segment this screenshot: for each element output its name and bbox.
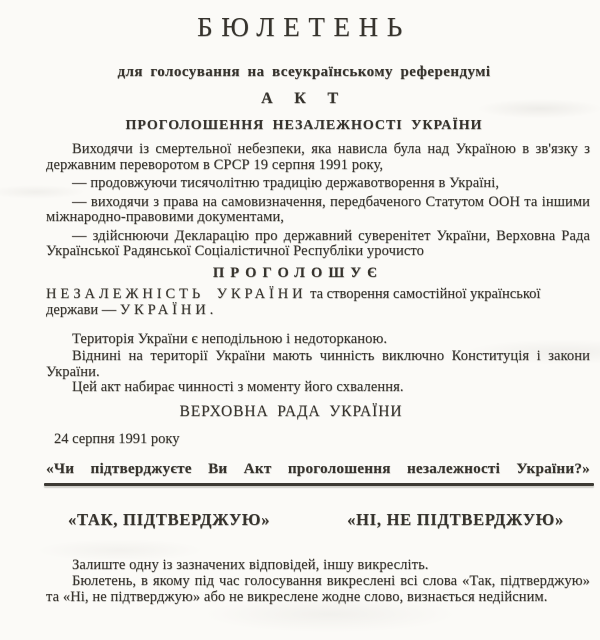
- preamble-intro: Виходячи із смертельної небезпеки, яка нависла була над Україною в зв'язку з державним переворотом в СРСР 19 серпня 1991 року,: [46, 141, 590, 173]
- document-title: БЮЛЕТЕНЬ: [197, 12, 411, 42]
- declaration-emphasis-lead: НЕЗАЛЕЖНІСТЬ УКРАЇНИ: [46, 285, 307, 302]
- declaration-line2-lead: держави —: [46, 302, 117, 319]
- answer-yes: «ТАК, ПІДТВЕРДЖУЮ»: [68, 509, 271, 529]
- provision-territory: Територія України є неподільною і недоторканою.: [72, 330, 388, 347]
- instruction-invalid-ballot: Бюлетень, в якому під час голосування викреслені всі слова «Так, підтверджую» та «Ні, не підтверджую» або не викреслене жодне слово, визнається недійсним.: [46, 573, 590, 605]
- document-subtitle: для голосування на всеукраїнському референдумі: [117, 64, 491, 81]
- act-subheading: ПРОГОЛОШЕННЯ НЕЗАЛЕЖНОСТІ УКРАЇНИ: [125, 118, 483, 134]
- preamble-clause-sovereignty: — здійснюючи Декларацію про державний суверенітет України, Верховна Рада Української Радянської Соціалістичної Республіки урочисто: [46, 227, 590, 260]
- referendum-question: «Чи підтверджуєте Ви Акт проголошення незалежності України?»: [46, 459, 590, 477]
- declaration-paragraph: [46, 286, 590, 319]
- declaration-emphasis-tail: УКРАЇНИ.: [119, 302, 218, 319]
- provision-laws: Віднині на території України мають чинність виключно Конституція і закони України.: [46, 348, 590, 380]
- preamble-clause-self-determination: — виходячи з права на самовизначення, передбаченого Статутом ООН та іншими міжнародно-правовими документами,: [46, 193, 590, 226]
- instruction-keep-one: Залиште одну із зазначених відповідей, іншу викресліть.: [72, 556, 429, 573]
- preamble-clause-tradition: — продовжуючи тисячолітню традицію державотворення в Україні,: [72, 175, 500, 192]
- answer-options: [46, 510, 590, 530]
- separator-rule: [44, 483, 594, 486]
- answer-no: «НІ, НЕ ПІДТВЕРДЖУЮ»: [347, 509, 564, 529]
- document-date: 24 серпня 1991 року: [54, 430, 180, 447]
- provision-effective: Цей акт набирає чинності з моменту його схвалення.: [72, 379, 404, 396]
- act-heading: А К Т: [261, 90, 347, 108]
- proclamation-verb: ПРОГОЛОШУЄ: [212, 264, 384, 281]
- authority-signature: ВЕРХОВНА РАДА УКРАЇНИ: [179, 402, 403, 420]
- declaration-line1-rest: та створення самостійної української: [310, 285, 541, 302]
